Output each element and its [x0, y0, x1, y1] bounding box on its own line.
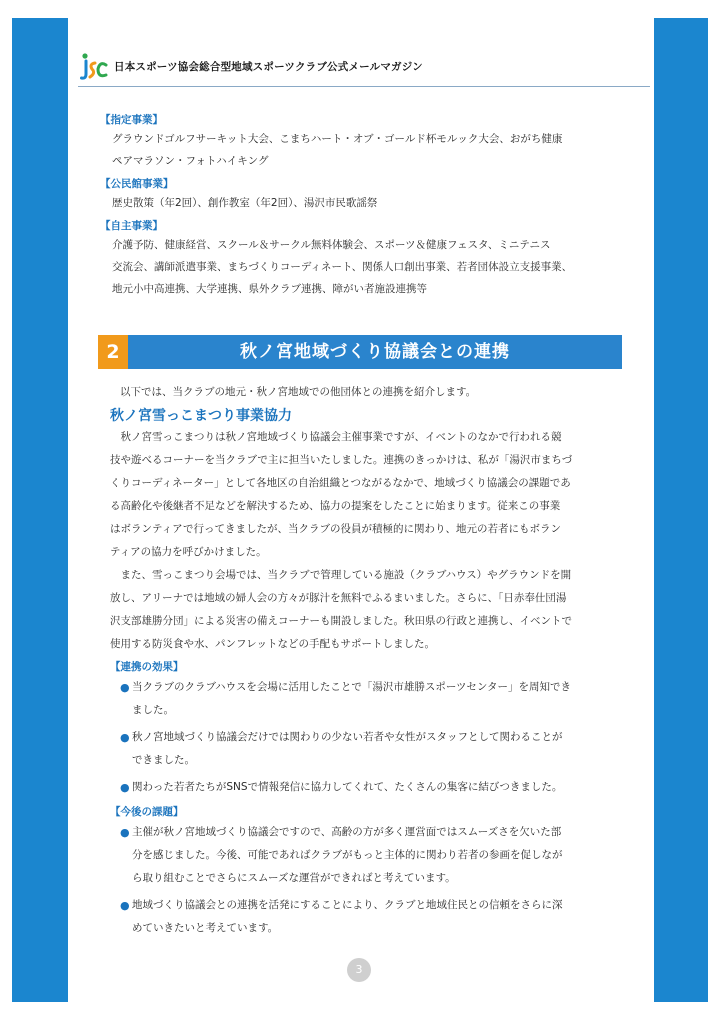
text-line: 関わった若者たちがSNSで情報発信に協力してくれて、たくさんの集客に結びつきました。	[132, 781, 563, 793]
effects-list	[110, 676, 626, 799]
left-blue-band	[12, 18, 68, 1002]
section-intro: 以下では、当クラブの地元・秋ノ宮地域での他団体との連携を紹介します。	[120, 386, 477, 398]
designated-body	[100, 128, 624, 172]
bullet-dot-icon: ●	[120, 731, 130, 744]
text-line: ペアマラソン・フォトハイキング	[112, 155, 269, 167]
text-line: できました。	[132, 754, 195, 766]
text-line: 技や遊べるコーナーを当クラブで主に担当いたしました。連携のきっかけは、私が「湯沢市まちづ	[110, 454, 573, 466]
independent-body	[100, 234, 624, 300]
text-line: ら取り組むことでさらにスムーズな運営ができればと考えています。	[132, 872, 456, 884]
bullet-dot-icon: ●	[120, 681, 130, 694]
list-item	[120, 894, 626, 940]
text-line: 地元小中高連携、大学連携、県外クラブ連携、障がい者施設連携等	[112, 283, 427, 295]
label-independent: 【自主事業】	[100, 220, 163, 232]
header-divider	[78, 86, 650, 87]
text-line: グラウンドゴルフサーキット大会、こまちハート・オブ・ゴールド杯モルック大会、おがち健康	[112, 133, 563, 145]
text-line: 沢支部雄勝分団」による災害の備えコーナーも開設しました。秋田県の行政と連携し、イベントで	[110, 615, 572, 627]
section2-body	[110, 382, 626, 944]
text-line: 介護予防、健康経営、スクール＆サークル無料体験会、スポーツ＆健康フェスタ、ミニテニス	[112, 239, 551, 251]
text-line: 分を感じました。今後、可能であればクラブがもっと主体的に関わり若者の参画を促しなが	[132, 849, 563, 861]
text-line: 地域づくり協議会との連携を活発にすることにより、クラブと地域住民との信頼をさらに深	[132, 899, 563, 911]
text-line: 主催が秋ノ宮地域づくり協議会ですので、高齢の方が多く運営面ではスムーズさを欠いた部	[132, 826, 562, 838]
text-line: めていきたいと考えています。	[132, 922, 279, 934]
text-line: はボランティアで行ってきましたが、当クラブの役員が積極的に関わり、地元の若者にもボラン	[110, 523, 561, 535]
subheading: 秋ノ宮雪っこまつり事業協力	[110, 408, 292, 424]
text-line: 歴史散策（年2回）、創作教室（年2回）、湯沢市民歌謡祭	[112, 197, 378, 209]
bullet-dot-icon: ●	[120, 826, 130, 839]
text-line: 交流会、講師派遣事業、まちづくりコーディネート、関係人口創出事業、若者団体設立支援事業、	[112, 261, 573, 273]
list-item	[120, 821, 626, 890]
issues-list	[110, 821, 626, 940]
bullet-dot-icon: ●	[120, 781, 130, 794]
section2-heading-bar	[98, 335, 622, 369]
text-line: ティアの協力を呼びかけました。	[110, 546, 267, 558]
label-effects: 【連携の効果】	[110, 661, 184, 673]
label-designated: 【指定事業】	[100, 114, 163, 126]
kominkan-body	[100, 192, 624, 214]
bullet-dot-icon: ●	[120, 899, 130, 912]
magazine-title: 日本スポーツ協会総合型地域スポーツクラブ公式メールマガジン	[114, 61, 423, 73]
text-line: 秋ノ宮地域づくり協議会だけでは関わりの少ない若者や女性がスタッフとして関わることが	[132, 731, 563, 743]
paragraph-2	[110, 564, 626, 656]
jsc-logo	[80, 52, 108, 82]
label-kominkan: 【公民館事業】	[100, 178, 174, 190]
section-number-badge: 2	[98, 335, 128, 369]
text-line: 当クラブのクラブハウスを会場に活用したことで「湯沢市雄勝スポーツセンター」を周知でき	[132, 681, 572, 693]
text-line: ました。	[132, 704, 174, 716]
list-item	[120, 726, 626, 772]
list-item	[120, 676, 626, 722]
section1-activities	[100, 112, 624, 300]
page-number-badge: 3	[347, 958, 371, 982]
right-blue-band	[654, 18, 708, 1002]
text-line: る高齢化や後継者不足などを解決するため、協力の提案をしたことに始まります。従来この事業	[110, 500, 561, 512]
text-line: 放し、アリーナでは地域の婦人会の方々が豚汁を無料でふるまいました。さらに、「日赤奉仕団湯	[110, 592, 567, 604]
text-line: また、雪っこまつり会場では、当クラブで管理している施設（クラブハウス）やグラウンドを開	[110, 569, 572, 581]
text-line: 秋ノ宮雪っこまつりは秋ノ宮地域づくり協議会主催事業ですが、イベントのなかで行われる競	[110, 431, 562, 443]
list-item	[120, 776, 626, 799]
label-issues: 【今後の課題】	[110, 806, 184, 818]
text-line: くりコーディネーター」として各地区の自治組織とつながるなかで、地域づくり協議会の課題であ	[110, 477, 571, 489]
text-line: 使用する防災食や水、パンフレットなどの手配もサポートしました。	[110, 638, 435, 650]
paragraph-1	[110, 426, 626, 564]
section-title: 秋ノ宮地域づくり協議会との連携	[240, 342, 510, 362]
